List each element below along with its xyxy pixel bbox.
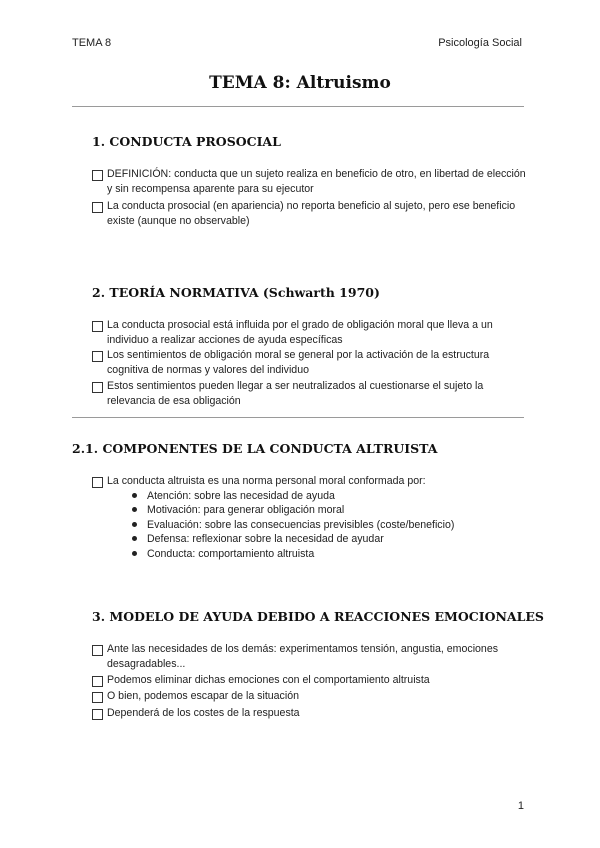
- checkbox-icon: [92, 170, 103, 181]
- bullet-icon: [132, 522, 137, 527]
- checkbox-icon: [92, 676, 103, 687]
- list-item: Dependerá de los costes de la respuesta: [92, 706, 532, 721]
- bullet-icon: [132, 493, 137, 498]
- bullet-item: Conducta: comportamiento altruista: [132, 547, 314, 562]
- bullet-item: Atención: sobre las necesidad de ayuda: [132, 489, 335, 504]
- section-heading-2-1: 2.1. COMPONENTES DE LA CONDUCTA ALTRUISTA: [72, 441, 438, 456]
- checkbox-icon: [92, 382, 103, 393]
- bullet-icon: [132, 536, 137, 541]
- section-heading-3: 3. MODELO DE AYUDA DEBIDO A REACCIONES EMOCIONALES: [92, 609, 544, 624]
- header-right: Psicología Social: [438, 37, 522, 49]
- list-item: Ante las necesidades de los demás: experimentamos tensión, angustia, emociones desagradables...: [92, 642, 532, 672]
- section-divider: [72, 417, 524, 418]
- page-title: TEMA 8: Altruismo: [209, 73, 391, 93]
- title-divider: [72, 106, 524, 107]
- list-item: Podemos eliminar dichas emociones con el comportamiento altruista: [92, 673, 532, 688]
- checkbox-icon: [92, 645, 103, 656]
- bullet-icon: [132, 507, 137, 512]
- checkbox-icon: [92, 321, 103, 332]
- section-heading-1: 1. CONDUCTA PROSOCIAL: [92, 134, 281, 149]
- bullet-icon: [132, 551, 137, 556]
- checkbox-icon: [92, 692, 103, 703]
- list-item: La conducta prosocial (en apariencia) no reporta beneficio al sujeto, pero ese beneficio existe (aunque no observable): [92, 199, 532, 229]
- header-left: TEMA 8: [72, 37, 112, 49]
- list-item: La conducta altruista es una norma personal moral conformada por:: [92, 474, 532, 489]
- page-number: 1: [517, 800, 524, 812]
- checkbox-icon: [92, 709, 103, 720]
- bullet-item: Evaluación: sobre las consecuencias previsibles (coste/beneficio): [132, 518, 454, 533]
- checkbox-icon: [92, 477, 103, 488]
- section-heading-2: 2. TEORÍA NORMATIVA (Schwarth 1970): [92, 285, 380, 300]
- list-item: O bien, podemos escapar de la situación: [92, 689, 532, 704]
- bullet-item: Defensa: reflexionar sobre la necesidad de ayudar: [132, 532, 384, 547]
- list-item: La conducta prosocial está influida por el grado de obligación moral que lleva a un individuo a realizar acciones de ayuda específicas: [92, 318, 532, 348]
- checkbox-icon: [92, 351, 103, 362]
- bullet-item: Motivación: para generar obligación moral: [132, 503, 344, 518]
- checkbox-icon: [92, 202, 103, 213]
- list-item: Estos sentimientos pueden llegar a ser neutralizados al cuestionarse el sujeto la relevancia de esa obligación: [92, 379, 532, 409]
- list-item: DEFINICIÓN: conducta que un sujeto realiza en beneficio de otro, en libertad de elección y sin recompensa aparente para su ejecutor: [92, 167, 532, 197]
- list-item: Los sentimientos de obligación moral se general por la activación de la estructura cognitiva de normas y valores del individuo: [92, 348, 532, 378]
